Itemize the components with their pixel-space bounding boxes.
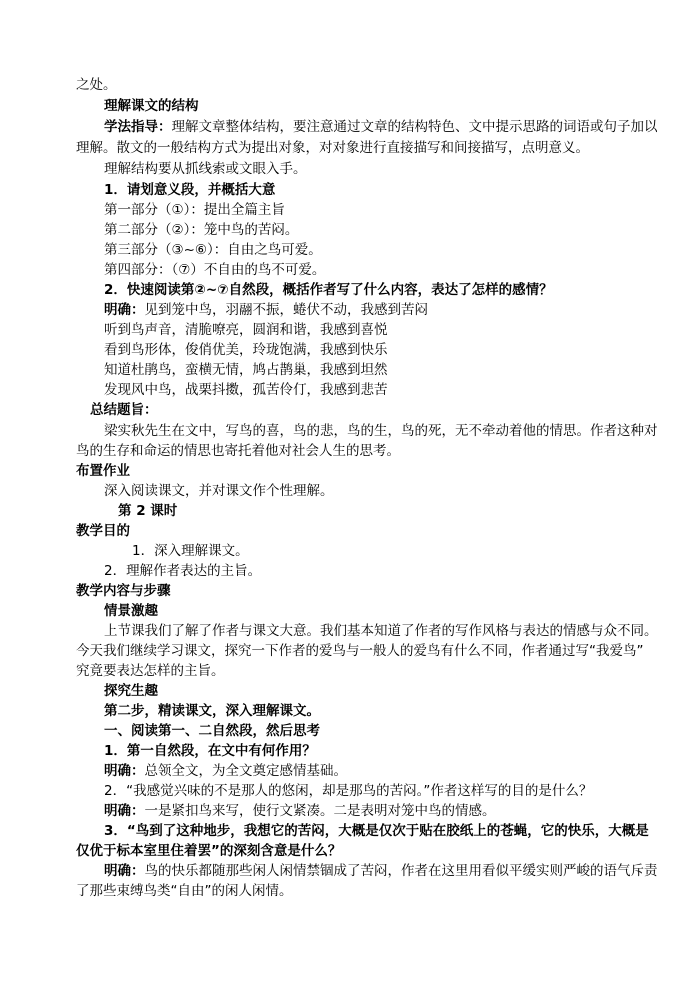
text-run: 理解文章整体结构，要注意通过文章的结构特色、文中提示思路的词语或句子加以: [171, 119, 658, 135]
text-line: 究竟要表达怎样的主旨。: [76, 663, 225, 679]
text-line: 今天我们继续学习课文，探究一下作者的爱鸟与一般人的爱鸟有什么不同，作者通过写“我爱鸟”: [76, 643, 644, 659]
text-line: 上节课我们了解了作者与课文大意。我们基本知道了作者的写作风格与表达的情感与众不同。: [104, 623, 658, 639]
label-bold: 明确：: [104, 863, 145, 879]
question-heading: 一、阅读第一、二自然段，然后思考: [104, 723, 320, 739]
text-line: 看到鸟形体，俊俏优美，玲珑饱满，我感到快乐: [104, 342, 388, 358]
text-line: [104, 801, 496, 821]
section-heading: 布置作业: [76, 463, 130, 479]
section-heading: 理解课文的结构: [104, 98, 199, 114]
question-heading: 2．快速阅读第②~⑦自然段，概括作者写了什么内容，表达了怎样的感情？: [104, 282, 553, 298]
text-line: 之处。: [76, 77, 117, 93]
text-line: 2．理解作者表达的主旨。: [104, 563, 262, 579]
text-run: 一是紧扣鸟来写，使行文紧凑。二是表明对笼中鸟的情感。: [144, 803, 496, 819]
text-line: [104, 861, 658, 881]
text-line: [104, 300, 428, 320]
text-line: 第二部分（②）：笼中鸟的苦闷。: [104, 222, 299, 238]
label-bold: 明确：: [104, 763, 145, 779]
text-line: [104, 117, 658, 137]
text-line: 2．“我感觉兴味的不是那人的悠闲，却是那鸟的苦闷。”作者这样写的目的是什么？: [104, 783, 593, 799]
section-heading: 第二步，精读课文，深入理解课文。: [104, 703, 320, 719]
text-run: 鸟的快乐都随那些闲人闲情禁锢成了苦闷，作者在这里用看似平缓实则严峻的语气斥责: [144, 863, 658, 879]
text-line: 1．深入理解课文。: [132, 543, 249, 559]
label-bold: 明确：: [104, 302, 145, 318]
question-heading: 1．第一自然段，在文中有何作用？: [104, 743, 316, 759]
question-heading: 3．“鸟到了这种地步，我想它的苦闷，大概是仅次于贴在胶纸上的苍蝇，它的快乐，大概是: [104, 823, 649, 839]
text-line: 发现风中鸟，战栗抖擞，孤苦伶仃，我感到悲苦: [104, 382, 388, 398]
text-line: 理解。散文的一般结构方式为提出对象，对对象进行直接描写和间接描写，点明意义。: [76, 140, 589, 156]
text-run: 总领全文，为全文奠定感情基础。: [144, 763, 347, 779]
text-line: 知道杜鹃鸟，蛮横无情，鸠占鹊巢，我感到坦然: [104, 362, 388, 378]
text-run: 见到笼中鸟，羽翮不振，蜷伏不动，我感到苦闷: [144, 302, 428, 318]
text-line: 梁实秋先生在文中，写鸟的喜，鸟的悲，鸟的生，鸟的死，无不牵动着他的情思。作者这种对: [104, 423, 658, 439]
label-bold: 明确：: [104, 803, 145, 819]
text-line: 第一部分（①）：提出全篇主旨: [104, 202, 285, 218]
text-line: 第四部分：（⑦）不自由的鸟不可爱。: [104, 262, 326, 278]
text-line: 第三部分（③~⑥）：自由之鸟可爱。: [104, 242, 322, 258]
text-line: 深入阅读课文，并对课文作个性理解。: [104, 483, 334, 499]
section-heading: 情景激趣: [104, 603, 158, 619]
section-heading: 教学目的: [76, 523, 130, 539]
text-line: 理解结构要从抓线索或文眼入手。: [104, 161, 307, 177]
section-heading: 探究生趣: [104, 683, 158, 699]
question-heading: 1．请划意义段，并概括大意: [104, 182, 276, 198]
lesson-title: 第 2 课时: [118, 503, 178, 519]
text-line: 了那些束缚鸟类“自由”的闲人闲情。: [76, 883, 293, 899]
section-heading: 总结题旨：: [90, 402, 158, 418]
text-line: 鸟的生存和命运的情思也寄托着他对社会人生的思考。: [76, 443, 400, 459]
question-heading: 仅优于标本室里住着罢”的深刻含意是什么？: [76, 843, 342, 859]
section-heading: 教学内容与步骤: [76, 583, 171, 599]
text-line: 听到鸟声音，清脆嘹亮，圆润和谐，我感到喜悦: [104, 322, 388, 338]
label-bold: 学法指导：: [104, 119, 172, 135]
text-line: [104, 761, 347, 781]
